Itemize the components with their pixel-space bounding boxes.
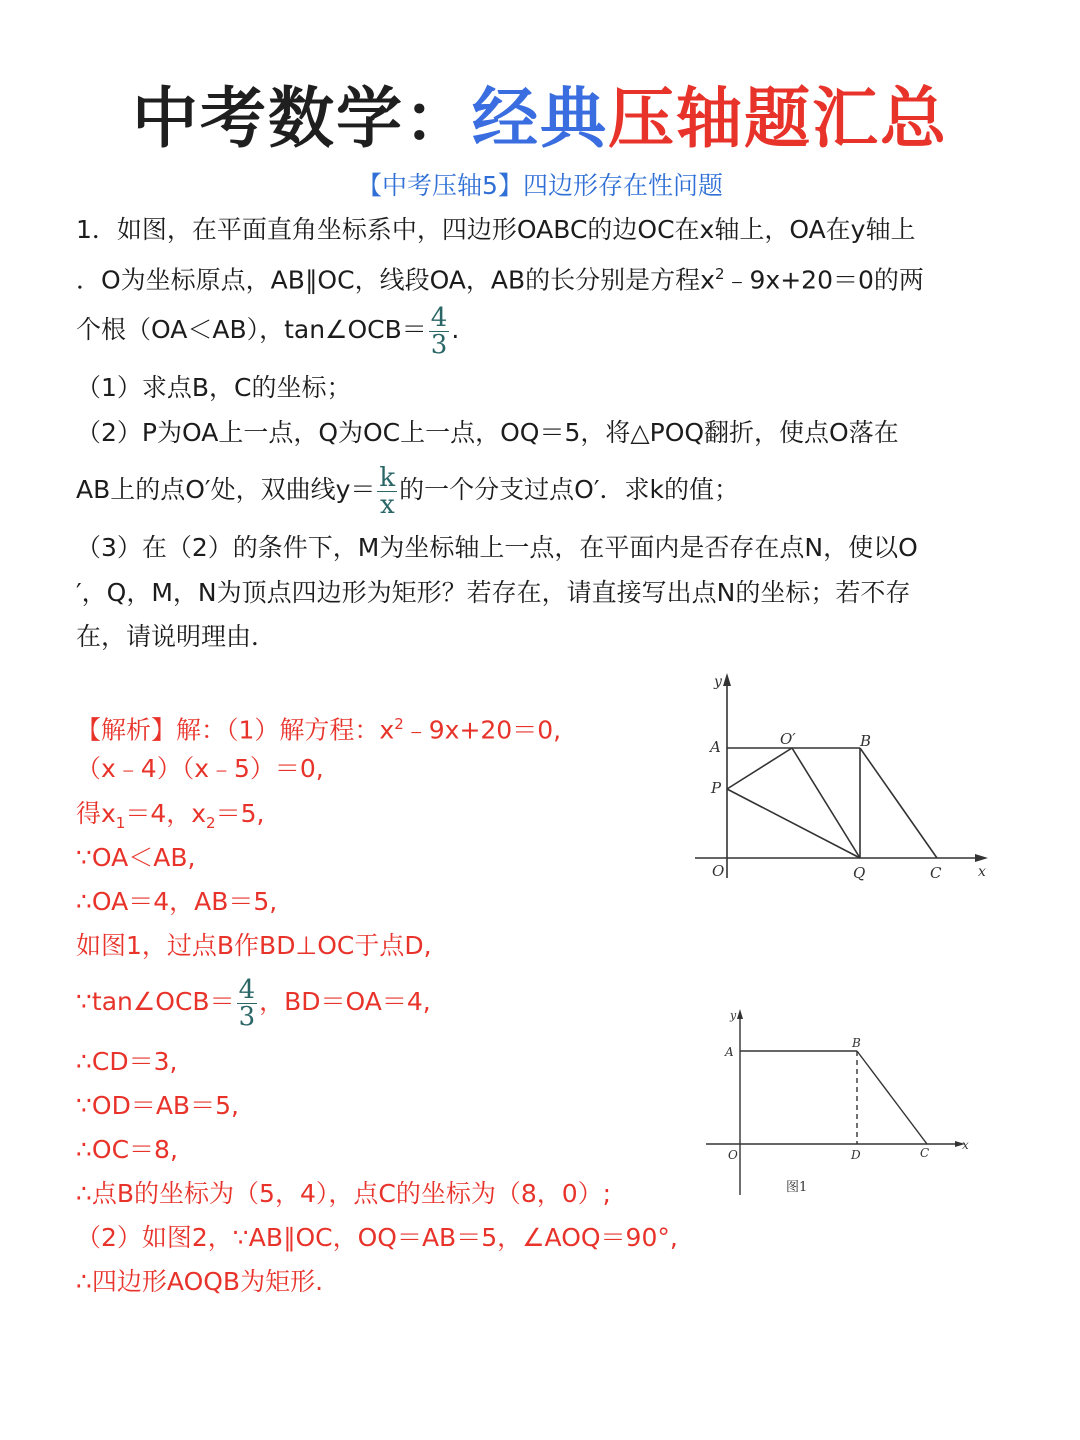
figure-1-diagram <box>700 1005 980 1205</box>
label-B: B <box>852 1036 861 1050</box>
segment-BC <box>860 748 937 858</box>
label-x: x <box>962 1138 969 1152</box>
solution-line-6: 如图1，过点B作BD⊥OC于点D, <box>76 931 432 960</box>
label-A: A <box>710 738 721 756</box>
solution-line-3: 得$x_1=4$，$x_2=5$, <box>76 799 265 832</box>
question-1: （1）求点B，C的坐标； <box>76 373 352 402</box>
segment-O-prime-Q <box>792 748 860 858</box>
question-2-line-1: （2）P为OA上一点，Q为OC上一点，OQ＝5，将△POQ翻折，使点O落在 <box>76 418 899 447</box>
label-O: O <box>712 862 725 880</box>
x-arrow <box>975 854 988 862</box>
solution-line-13: ∴四边形AOQB为矩形. <box>76 1267 324 1296</box>
figure-caption: 图1 <box>786 1180 808 1195</box>
label-O: O <box>728 1148 738 1162</box>
question-3-line-1: （3）在（2）的条件下，M为坐标轴上一点，在平面内是否存在点N，使以O <box>76 533 918 562</box>
solution-line-12: （2）如图2，∵AB∥OC，OQ＝AB＝5，∠AOQ＝90°, <box>76 1223 678 1252</box>
fraction-k-x: $\frac{k}{x}$ <box>379 462 396 520</box>
solution-line-1: 【解析】解：（1）解方程：$x^2﹣9x+20=0$, <box>76 715 562 745</box>
label-y: y <box>730 1009 737 1022</box>
title-part-3: 压轴题汇总 <box>608 79 948 157</box>
label-Q: Q <box>853 864 866 882</box>
solution-line-2: （x﹣4）（x﹣5）＝0, <box>76 754 324 783</box>
problem-line-2: ．O为坐标原点，AB∥OC，线段OA，AB的长分别是方程$x^2﹣9x+20=0$的两 <box>76 265 924 295</box>
label-A: A <box>725 1045 734 1059</box>
segment-PO-prime <box>727 748 792 789</box>
question-2-line-2: AB上的点O′处，双曲线y＝ $\frac{k}{x}$ 的一个分支过点O′．求k的值； <box>76 462 740 520</box>
label-y: y <box>714 674 722 690</box>
fraction-4-3: $\frac{4}{3}$ <box>430 302 448 360</box>
label-x: x <box>978 864 986 880</box>
y-arrow <box>723 673 731 686</box>
solution-line-10: ∴OC＝8, <box>76 1135 178 1164</box>
section-subtitle: 【中考压轴5】四边形存在性问题 <box>357 171 723 200</box>
title-part-1: 中考数学： <box>132 79 472 157</box>
solution-line-7: ∵tan∠OCB＝ $\frac{4}{3}$ ，BD＝OA＝4, <box>76 974 431 1032</box>
solution-line-9: ∵OD＝AB＝5, <box>76 1091 239 1120</box>
problem-line-3: 个根（OA＜AB），tan∠OCB＝ $\frac{4}{3}$ . <box>76 302 460 360</box>
label-O-prime: O′ <box>780 730 796 748</box>
question-3-line-2: ′，Q，M，N为顶点四边形为矩形？若存在，请直接写出点N的坐标；若不存 <box>76 578 911 607</box>
segment-PQ <box>727 789 860 858</box>
label-B: B <box>860 732 872 750</box>
label-P: P <box>711 779 722 797</box>
solution-line-11: ∴点B的坐标为（5，4），点C的坐标为（8，0）; <box>76 1179 612 1208</box>
label-D: D <box>851 1148 861 1162</box>
solution-line-8: ∴CD＝3, <box>76 1047 178 1076</box>
problem-line-1: 1．如图，在平面直角坐标系中，四边形OABC的边OC在x轴上，OA在y轴上 <box>76 215 916 244</box>
y-arrow <box>737 1009 743 1019</box>
question-3-line-3: 在，请说明理由． <box>76 622 277 651</box>
title-part-2: 经典 <box>472 79 608 157</box>
page-title <box>0 78 1080 158</box>
figure-top-diagram <box>690 668 1000 888</box>
solution-line-4: ∵OA＜AB, <box>76 843 196 872</box>
label-C: C <box>920 1146 930 1160</box>
label-C: C <box>930 864 942 882</box>
solution-line-5: ∴OA＝4，AB＝5, <box>76 887 278 916</box>
segment-BC <box>857 1051 927 1144</box>
fraction-4-3-solution: $\frac{4}{3}$ <box>238 974 256 1032</box>
